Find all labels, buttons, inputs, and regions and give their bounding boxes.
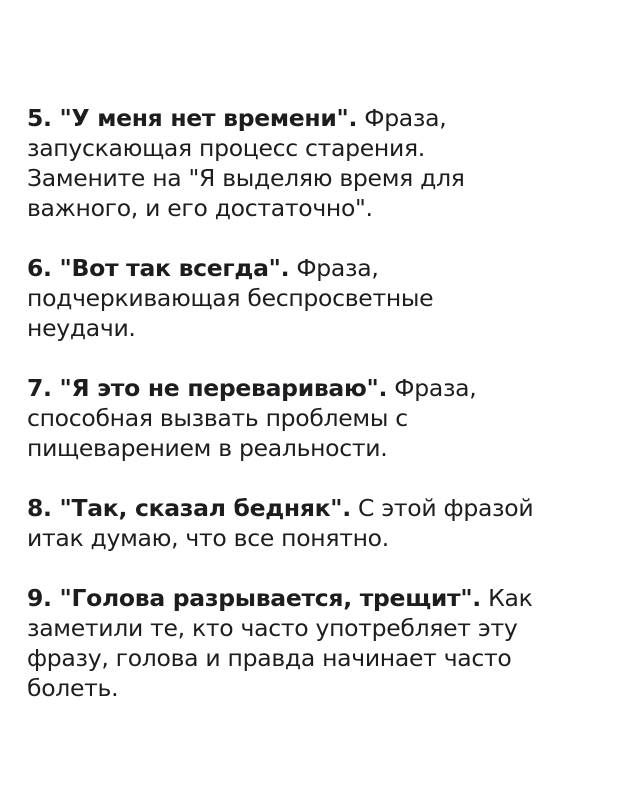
text-line — [27, 373, 627, 403]
text-line — [27, 103, 627, 133]
phrase-text: Фраза, — [289, 254, 379, 282]
text-line — [27, 253, 627, 283]
phrase-heading: 6. "Вот так всегда". — [27, 254, 290, 282]
phrase-text: С этой фразой — [350, 494, 534, 522]
phrase-text: Фраза, — [357, 104, 447, 132]
text-line: запускающая процесс старения. — [27, 134, 425, 162]
phrase-heading: 7. "Я это не перевариваю". — [27, 374, 388, 402]
text-line: пищеварением в реальности. — [27, 434, 388, 462]
phrase-text: Фраза, — [387, 374, 477, 402]
text-line: итак думаю, что все понятно. — [27, 524, 389, 552]
text-line — [27, 583, 627, 613]
phrase-heading: 8. "Так, сказал бедняк". — [27, 494, 351, 522]
text-line: способная вызвать проблемы с — [27, 404, 408, 432]
list-item-5 — [27, 103, 627, 223]
text-line: болеть. — [27, 674, 119, 702]
list-item-8 — [27, 493, 627, 553]
text-line: неудачи. — [27, 314, 136, 342]
phrase-heading: 9. "Голова разрывается, трещит". — [27, 584, 481, 612]
text-line — [27, 493, 627, 523]
phrase-heading: 5. "У меня нет времени". — [27, 104, 358, 132]
list-item-9 — [27, 583, 627, 703]
text-line: подчеркивающая беспросветные — [27, 284, 434, 312]
phrase-list — [27, 103, 627, 733]
list-item-7 — [27, 373, 627, 463]
text-line: Замените на "Я выделяю время для — [27, 164, 465, 192]
text-line: важного, и его достаточно". — [27, 194, 373, 222]
text-line: фразу, голова и правда начинает часто — [27, 644, 512, 672]
text-line: заметили те, кто часто употребляет эту — [27, 614, 518, 642]
list-item-6 — [27, 253, 627, 343]
phrase-text: Как — [480, 584, 533, 612]
